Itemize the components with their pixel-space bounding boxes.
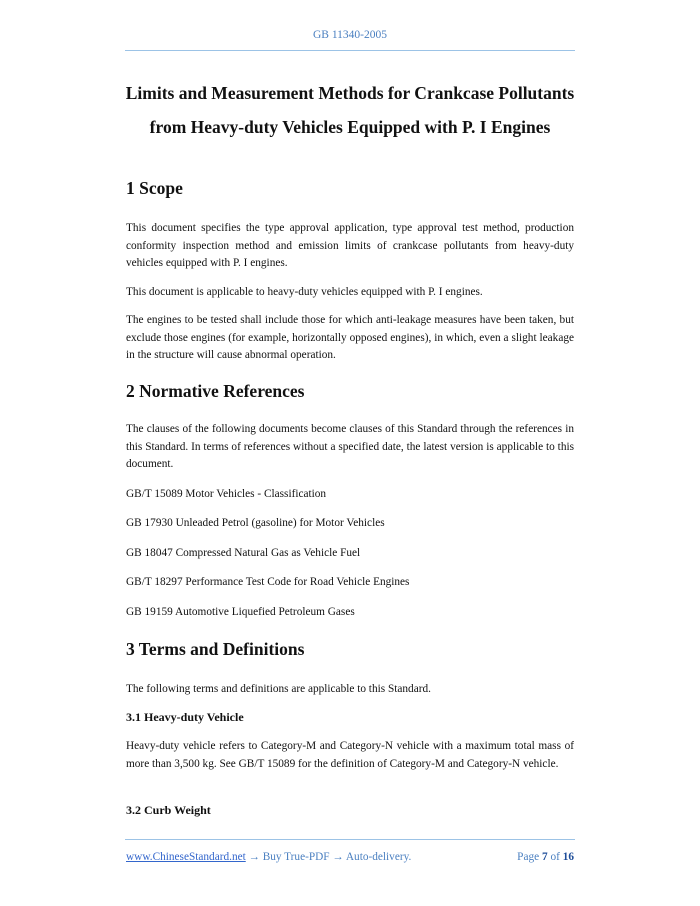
scope-paragraph-3: The engines to be tested shall include those for which anti-leakage measures have been taken, but exclude those engines (for example, horizontally opposed engines), in which, even a slight leakage in the structure will cause abnormal operation. bbox=[126, 314, 574, 361]
reference-item: GB 17930 Unleaded Petrol (gasoline) for Motor Vehicles bbox=[126, 517, 385, 529]
page-indicator: Page 7 of 16 bbox=[517, 851, 574, 863]
footer-rule bbox=[125, 839, 575, 840]
section-heading-scope: 1 Scope bbox=[126, 178, 183, 198]
reference-item: GB/T 15089 Motor Vehicles - Classification bbox=[126, 488, 327, 500]
subsection-heading-heavy-duty-vehicle: 3.1 Heavy-duty Vehicle bbox=[126, 710, 244, 724]
scope-paragraph-2: This document is applicable to heavy-duty vehicles equipped with P. I engines. bbox=[126, 286, 483, 298]
page-current: 7 bbox=[541, 851, 548, 863]
section-heading-terms: 3 Terms and Definitions bbox=[126, 639, 305, 659]
heavy-duty-vehicle-definition: Heavy-duty vehicle refers to Category-M and Category-N vehicle with a maximum total mass of more than 3,500 kg. See GB/T 15089 for the definition of Category-M and Category-N vehicle. bbox=[126, 740, 574, 770]
title-line-1: Limits and Measurement Methods for Crankcase Pollutants bbox=[125, 83, 575, 103]
page-total: 16 bbox=[562, 851, 574, 863]
subsection-heading-curb-weight: 3.2 Curb Weight bbox=[126, 803, 211, 817]
title-line-2: from Heavy-duty Vehicles Equipped with P. I Engines bbox=[149, 117, 551, 137]
document-title bbox=[90, 76, 610, 144]
site-link[interactable]: www.ChineseStandard.net bbox=[126, 851, 246, 863]
terms-intro: The following terms and definitions are applicable to this Standard. bbox=[126, 683, 431, 695]
scope-paragraph-1: This document specifies the type approval application, type approval test method, production conformity inspection method and emission limits of crankcase pollutants from heavy-duty vehicles equipped with P. I engines. bbox=[126, 222, 574, 269]
document-id-header: GB 11340-2005 bbox=[312, 29, 387, 41]
reference-item: GB 19159 Automotive Liquefied Petroleum Gases bbox=[126, 606, 355, 618]
reference-item: GB/T 18297 Performance Test Code for Road Vehicle Engines bbox=[126, 576, 410, 588]
normative-intro: The clauses of the following documents become clauses of this Standard through the references in this Standard. In terms of references without a specified date, the latest version is applicable to this document. bbox=[126, 423, 574, 470]
reference-item: GB 18047 Compressed Natural Gas as Vehicle Fuel bbox=[126, 547, 361, 559]
promo-text: → Buy True-PDF → Auto-delivery. bbox=[248, 851, 412, 863]
page-footer bbox=[126, 851, 574, 863]
header-rule bbox=[125, 50, 575, 51]
section-heading-normative-references: 2 Normative References bbox=[126, 381, 305, 401]
